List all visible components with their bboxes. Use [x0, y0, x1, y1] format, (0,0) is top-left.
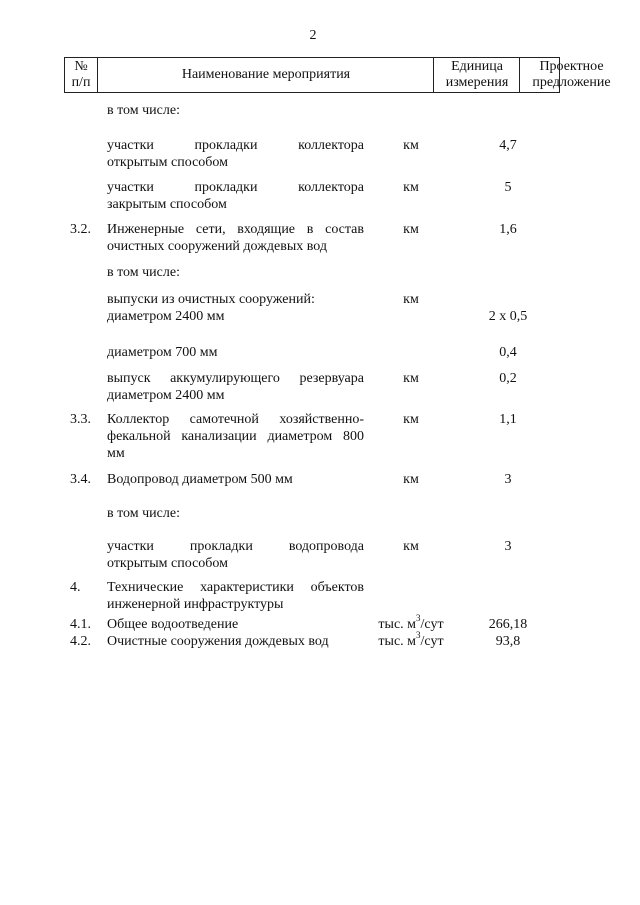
- row-unit: тыс. $м^3$/сут: [378, 613, 444, 632]
- header-unit-column: [433, 58, 520, 92]
- row-name: участки прокладки коллектора закрытым способом: [107, 180, 364, 212]
- row-number: 3.4.: [70, 472, 91, 487]
- row-value: 3: [504, 472, 512, 487]
- row-unit: км: [403, 138, 419, 153]
- row-number: 3.2.: [70, 222, 91, 237]
- page-number: 2: [309, 28, 317, 43]
- row-value: 4,7: [499, 138, 517, 153]
- header-number-line2: п/п: [71, 75, 91, 90]
- row-unit: км: [403, 472, 419, 487]
- row-name: Очистные сооружения дождевых вод: [107, 634, 329, 649]
- row-unit: км: [403, 371, 419, 386]
- row-name: диаметром 700 мм: [107, 345, 218, 360]
- table-header: [64, 57, 611, 93]
- header-number-column: [65, 58, 97, 92]
- row-name: в том числе:: [107, 265, 180, 280]
- row-unit: км: [403, 180, 419, 195]
- header-value-line1: Проектное: [539, 59, 604, 74]
- header-value-line2: предложение: [532, 75, 611, 90]
- row-number: 4.1.: [70, 617, 91, 632]
- row-value: 0,4: [499, 345, 517, 360]
- header-name-column: [97, 58, 434, 92]
- row-value: 5: [504, 180, 512, 195]
- row-name: диаметром 2400 мм: [107, 309, 225, 324]
- row-unit: тыс. $м^3$/сут: [378, 630, 444, 649]
- row-unit: км: [403, 412, 419, 427]
- row-value: 1,1: [499, 412, 517, 427]
- row-name: участки прокладки коллектора открытым способом: [107, 138, 364, 170]
- row-name: в том числе:: [107, 506, 180, 521]
- header-number-line1: №: [74, 59, 88, 74]
- row-name: выпуски из очистных сооружений:: [107, 292, 315, 307]
- row-name: Технические характеристики объектов инженерной инфраструктуры: [107, 580, 364, 612]
- row-unit: км: [403, 222, 419, 237]
- row-name: участки прокладки водопровода открытым способом: [107, 539, 364, 571]
- row-unit: км: [403, 539, 419, 554]
- header-unit-line1: Единица: [451, 59, 503, 74]
- row-value: 2 x 0,5: [488, 309, 528, 324]
- row-name: Водопровод диаметром 500 мм: [107, 472, 293, 487]
- row-number: 4.2.: [70, 634, 91, 649]
- row-name: в том числе:: [107, 103, 180, 118]
- row-unit: км: [403, 292, 419, 307]
- row-number: 4.: [70, 580, 81, 595]
- row-name: Общее водоотведение: [107, 617, 239, 632]
- row-name: выпуск аккумулирующего резервуара диаметром 2400 мм: [107, 371, 364, 403]
- row-number: 3.3.: [70, 412, 91, 427]
- row-value: 1,6: [499, 222, 517, 237]
- header-name: Наименование мероприятия: [181, 67, 351, 82]
- header-value-column: [519, 58, 623, 92]
- row-value: 0,2: [499, 371, 517, 386]
- row-name: Коллектор самотечной хозяйственно- фекальной канализации диаметром 800 мм: [107, 412, 364, 461]
- row-value: 3: [504, 539, 512, 554]
- header-unit-line2: измерения: [445, 75, 509, 90]
- row-value: 93,8: [495, 634, 521, 649]
- row-value: 266,18: [488, 617, 528, 632]
- row-name: Инженерные сети, входящие в состав очистных сооружений дождевых вод: [107, 222, 364, 254]
